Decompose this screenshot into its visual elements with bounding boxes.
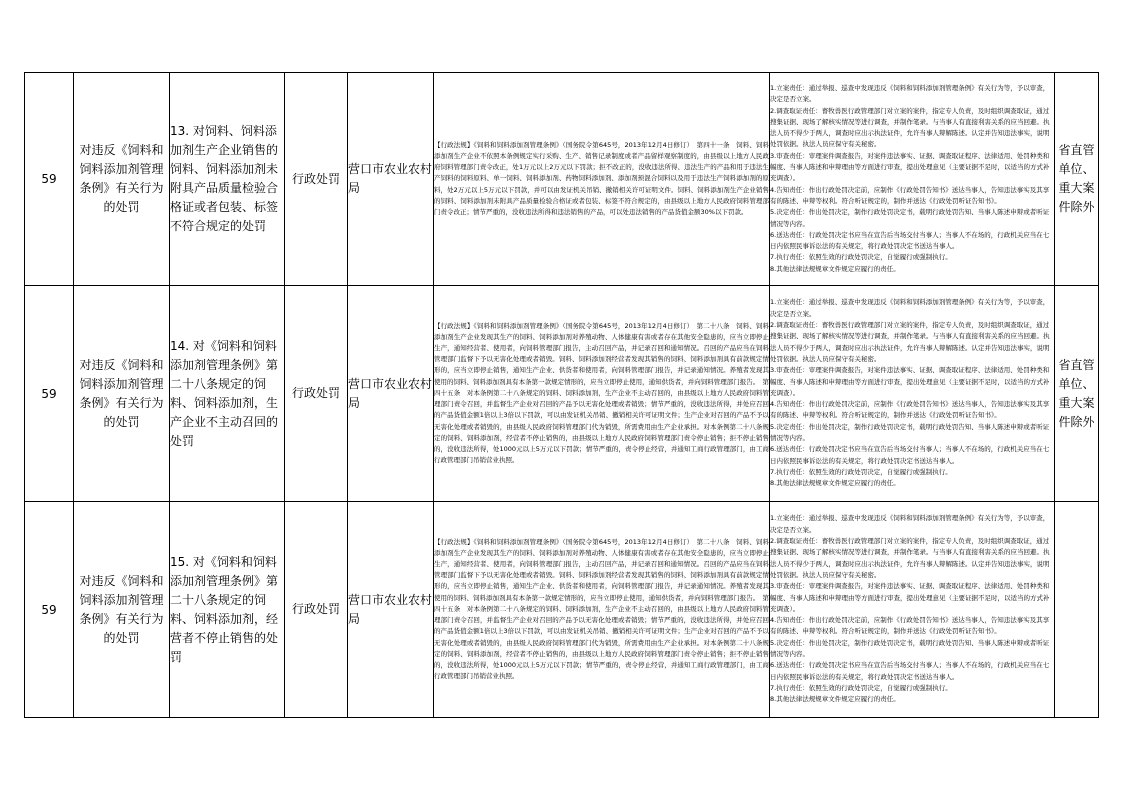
table-row xyxy=(25,73,1099,286)
note-cell: 省直管单位、重大案件除外 xyxy=(1055,286,1099,502)
responsibility-line: 4.告知责任：作出行政处罚决定前，应制作《行政处罚告知书》送达当事人，告知违法事实及其享有的陈述、申辩等权利。符合听证规定的，制作并送达《行政处罚听证告知书》。 xyxy=(770,185,1050,205)
responsibility-line: 3.审查责任：审理案件调查报告，对案件违法事实、证据、调查取证程序、法律适用、处罚种类和幅度、当事人陈述和申辩理由等方面进行审查，提出处理意见（主要证据不足时，以适当的方式补充调查）。 xyxy=(770,582,1050,613)
subject-cell: 对违反《饲料和饲料添加剂管理条例》有关行为的处罚 xyxy=(74,73,170,286)
responsibility-line: 2.调查取证责任：畜牧兽医行政管理部门对立案的案件，指定专人负责，及时组织调查取证，通过搜集证据、现场了解核实情况等进行调查，并制作笔录。与当事人有直接利害关系的应当回避。执法人员不得少于两人，调查时应出示执法证件，允许当事人辩解陈述。认定并告知违法事实，说明处罚依据。执法人员应保守有关秘密。 xyxy=(770,537,1050,579)
responsibility-line: 4.告知责任：作出行政处罚决定前，应制作《行政处罚告知书》送达当事人，告知违法事实及其享有的陈述、申辩等权利。符合听证规定的，制作并送达《行政处罚听证告知书》。 xyxy=(770,400,1050,420)
category-cell: 行政处罚 xyxy=(285,502,348,718)
subject-cell: 对违反《饲料和饲料添加剂管理条例》有关行为的处罚 xyxy=(74,286,170,502)
responsibility-line: 8.其他法律法规规章文件规定应履行的责任。 xyxy=(770,264,900,273)
responsibility-line: 1.立案责任：通过举报、巡查中发现违反《饲料和饲料添加剂管理条例》有关行为等，予以审查，决定是否立案。 xyxy=(770,514,1050,534)
responsibility-line: 4.告知责任：作出行政处罚决定前，应制作《行政处罚告知书》送达当事人，告知违法事实及其享有的陈述、申辩等权利。符合听证规定的，制作并送达《行政处罚听证告知书》。 xyxy=(770,616,1050,636)
responsibility-line: 6.送达责任：行政处罚决定书应当在宣告后当场交付当事人；当事人不在场的，行政机关应当在七日内依照民事诉讼法的有关规定，将行政处罚决定书送达当事人。 xyxy=(770,230,1050,251)
responsibility-line: 3.审查责任：审理案件调查报告，对案件违法事实、证据、调查取证程序、法律适用、处罚种类和幅度、当事人陈述和申辩理由等方面进行审查，提出处理意见（主要证据不足时，以适当的方式补充调查）。 xyxy=(770,151,1050,183)
responsibility-cell xyxy=(770,286,1055,502)
responsibility-line: 8.其他法律法规规章文件规定应履行的责任。 xyxy=(770,695,900,704)
responsibility-line: 1.立案责任：通过举报、巡查中发现违反《饲料和饲料添加剂管理条例》有关行为等，予以审查，决定是否立案。 xyxy=(770,298,1050,318)
item-cell: 15. 对《饲料和饲料添加剂管理条例》第二十八条规定的饲料、饲料添加剂，经营者不停止销售的处罚 xyxy=(170,502,285,718)
unit-cell: 营口市农业农村局 xyxy=(348,73,434,286)
responsibility-line: 5.决定责任：作出处罚决定，制作行政处罚决定书，载明行政处罚告知、当事人陈述申辩或者听证情况等内容。 xyxy=(770,208,1050,228)
responsibility-line: 7.执行责任：依照生效的行政处罚决定，自觉履行或强制执行。 xyxy=(770,253,952,262)
responsibility-line: 2.调查取证责任：畜牧兽医行政管理部门对立案的案件，指定专人负责，及时组织调查取证，通过搜集证据、现场了解核实情况等进行调查，并制作笔录。与当事人有直接利害关系的应当回避。执法人员不得少于两人，调查时应出示执法证件，允许当事人辩解陈述。认定并告知违法事实，说明处罚依据。执法人员应保守有关秘密。 xyxy=(770,321,1050,363)
responsibility-line: 6.送达责任：行政处罚决定书应当在宣告后当场交付当事人；当事人不在场的，行政机关应当在七日内依照民事诉讼法的有关规定，将行政处罚决定书送达当事人。 xyxy=(770,661,1050,681)
unit-cell: 营口市农业农村局 xyxy=(348,286,434,502)
table-row xyxy=(25,502,1099,718)
category-cell: 行政处罚 xyxy=(285,73,348,286)
row-number: 59 xyxy=(25,73,74,286)
category-cell: 行政处罚 xyxy=(285,286,348,502)
subject-cell: 对违反《饲料和饲料添加剂管理条例》有关行为的处罚 xyxy=(74,502,170,718)
legal-basis-cell: 【行政法规】《饲料和饲料添加剂管理条例》（国务院令第645号，2013年12月4日修订） 第四十一条 饲料、饲料添加剂生产企业不依照本条例规定实行采购、生产、销售记录制度或者产品留样观察制度的，由县级以上地方人民政府饲料管理部门责令改正，处1万元以上2万元以下罚款；拒不改正的，没收违法所得、违法生产的产品和用于违法生产饲料的饲料原料、单一饲料、饲料添加剂、药物饲料添加剂、添加剂预混合饲料以及用于违法生产饲料添加剂的原料，处2万元以上5万元以下罚款，并可以由发证机关吊销、撤销相关许可证明文件。饲料、饲料添加剂生产企业销售的饲料、饲料添加剂未附具产品质量检验合格证或者包装、标签不符合规定的，由县级以上地方人民政府饲料管理部门责令改正；情节严重的，没收违法所得和违法销售的产品，可以处违法销售的产品货值金额30%以下罚款。 xyxy=(434,73,770,286)
table-row xyxy=(25,286,1099,502)
responsibility-line: 1.立案责任：通过举报、巡查中发现违反《饲料和饲料添加剂管理条例》有关行为等，予以审查，决定是否立案。 xyxy=(770,83,1050,104)
authority-table xyxy=(24,72,1099,718)
responsibility-line: 2.调查取证责任：畜牧兽医行政管理部门对立案的案件，指定专人负责，及时组织调查取证，通过搜集证据、现场了解核实情况等进行调查，并制作笔录。与当事人有直接利害关系的应当回避。执法人员不得少于两人，调查时应出示执法证件，允许当事人辩解陈述。认定并告知违法事实，说明处罚依据。执法人员应保守有关秘密。 xyxy=(770,106,1050,149)
responsibility-line: 3.审查责任：审理案件调查报告，对案件违法事实、证据、调查取证程序、法律适用、处罚种类和幅度、当事人陈述和申辩理由等方面进行审查，提出处理意见（主要证据不足时，以适当的方式补充调查）。 xyxy=(770,366,1050,397)
unit-cell: 营口市农业农村局 xyxy=(348,502,434,718)
responsibility-line: 8.其他法律法规规章文件规定应履行的责任。 xyxy=(770,479,900,488)
responsibility-line: 5.决定责任：作出处罚决定，制作行政处罚决定书，载明行政处罚告知、当事人陈述申辩或者听证情况等内容。 xyxy=(770,638,1050,659)
row-number: 59 xyxy=(25,502,74,718)
responsibility-line: 6.送达责任：行政处罚决定书应当在宣告后当场交付当事人；当事人不在场的，行政机关应当在七日内依照民事诉讼法的有关规定，将行政处罚决定书送达当事人。 xyxy=(770,445,1050,465)
responsibility-line: 5.决定责任：作出处罚决定，制作行政处罚决定书，载明行政处罚告知、当事人陈述申辩或者听证情况等内容。 xyxy=(770,422,1050,443)
responsibility-line: 7.执行责任：依照生效的行政处罚决定，自觉履行或强制执行。 xyxy=(770,467,952,476)
legal-basis-cell: 【行政法规】《饲料和饲料添加剂管理条例》（国务院令第645号，2013年12月4日修订） 第二十八条 饲料、饲料添加剂生产企业发现其生产的饲料、饲料添加剂对养殖动物、人体健康有害或者存在其他安全隐患的，应当立即停止生产，通知经营者、使用者，向饲料管理部门报告，主动召回产品，并记录召回和通知情况。召回的产品应当在饲料管理部门监督下予以无害化处理或者销毁。饲料、饲料添加剂经营者发现其销售的饲料、饲料添加剂具有前款规定情形的，应当立即停止销售，通知生产企业、供货者和使用者，向饲料管理部门报告，并记录通知情况。养殖者发现其使用的饲料、饲料添加剂具有本条第一款规定情形的，应当立即停止使用，通知供货者，并向饲料管理部门报告。 第四十五条 对本条例第二十八条规定的饲料、饲料添加剂，生产企业不主动召回的，由县级以上地方人民政府饲料管理部门责令召回，并监督生产企业对召回的产品予以无害化处理或者销毁；情节严重的，没收违法所得，并处应召回的产品货值金额1倍以上3倍以下罚款，可以由发证机关吊销、撤销相关许可证明文件；生产企业对召回的产品不予以无害化处理或者销毁的，由县级人民政府饲料管理部门代为销毁，所需费用由生产企业承担。对本条例第二十八条规定的饲料、饲料添加剂，经营者不停止销售的，由县级以上地方人民政府饲料管理部门责令停止销售；拒不停止销售的，没收违法所得，处1000元以上5万元以下罚款；情节严重的，责令停止经营，并通知工商行政管理部门，由工商行政管理部门吊销营业执照。 xyxy=(434,502,770,718)
responsibility-cell xyxy=(770,502,1055,718)
item-cell: 14. 对《饲料和饲料添加剂管理条例》第二十八条规定的饲料、饲料添加剂，生产企业不主动召回的处罚 xyxy=(170,286,285,502)
legal-basis-cell: 【行政法规】《饲料和饲料添加剂管理条例》（国务院令第645号，2013年12月4日修订） 第二十八条 饲料、饲料添加剂生产企业发现其生产的饲料、饲料添加剂对养殖动物、人体健康有害或者存在其他安全隐患的，应当立即停止生产，通知经营者、使用者，向饲料管理部门报告，主动召回产品，并记录召回和通知情况。召回的产品应当在饲料管理部门监督下予以无害化处理或者销毁。饲料、饲料添加剂经营者发现其销售的饲料、饲料添加剂具有前款规定情形的，应当立即停止销售，通知生产企业、供货者和使用者，向饲料管理部门报告，并记录通知情况。养殖者发现其使用的饲料、饲料添加剂具有本条第一款规定情形的，应当立即停止使用，通知供货者，并向饲料管理部门报告。 第四十五条 对本条例第二十八条规定的饲料、饲料添加剂，生产企业不主动召回的，由县级以上地方人民政府饲料管理部门责令召回，并监督生产企业对召回的产品予以无害化处理或者销毁；情节严重的，没收违法所得，并处应召回的产品货值金额1倍以上3倍以下罚款，可以由发证机关吊销、撤销相关许可证明文件；生产企业对召回的产品不予以无害化处理或者销毁的，由县级人民政府饲料管理部门代为销毁，所需费用由生产企业承担。对本条例第二十八条规定的饲料、饲料添加剂，经营者不停止销售的，由县级以上地方人民政府饲料管理部门责令停止销售；拒不停止销售的，没收违法所得，处1000元以上5万元以下罚款；情节严重的，责令停止经营，并通知工商行政管理部门，由工商行政管理部门吊销营业执照。 xyxy=(434,286,770,502)
item-cell: 13. 对饲料、饲料添加剂生产企业销售的饲料、饲料添加剂未附具产品质量检验合格证或者包装、标签不符合规定的处罚 xyxy=(170,73,285,286)
responsibility-cell xyxy=(770,73,1055,286)
note-cell: 省直管单位、重大案件除外 xyxy=(1055,73,1099,286)
responsibility-line: 7.执行责任：依照生效的行政处罚决定，自觉履行或强制执行。 xyxy=(770,683,952,692)
row-number: 59 xyxy=(25,286,74,502)
note-cell xyxy=(1055,502,1099,718)
